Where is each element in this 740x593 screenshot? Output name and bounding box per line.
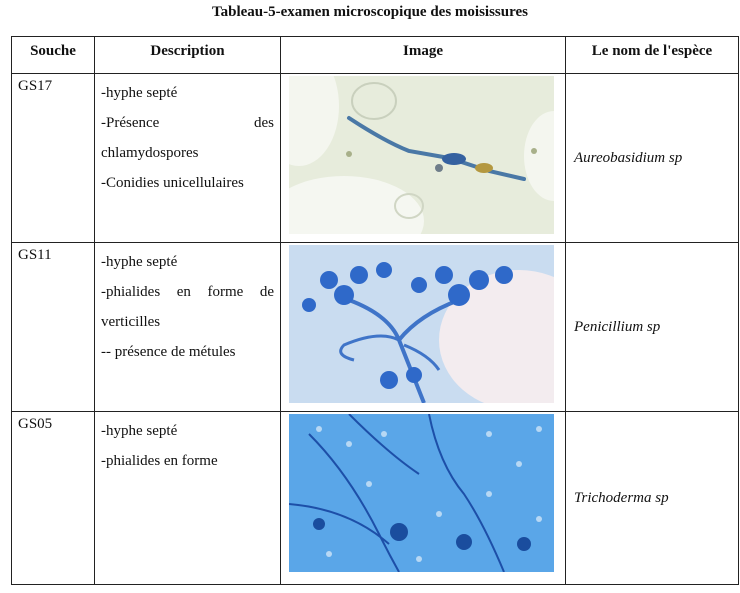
header-souche: Souche [12,37,95,74]
image-cell [281,74,566,243]
description-line: chlamydospores [101,145,199,161]
table-title: Tableau-5-examen microscopique des moisissures [212,4,528,20]
description-line: -Présence des [101,115,274,131]
species-cell: Aureobasidium sp [566,74,739,243]
table-row [12,74,739,243]
description-line: -hyphe septé [101,85,178,101]
micrograph-trichoderma [289,414,554,572]
microscopy-table [11,36,739,585]
description-line: -phialides en forme [101,453,218,469]
description-line: -hyphe septé [101,423,178,439]
header-row [12,37,739,74]
species-cell: Penicillium sp [566,243,739,412]
description-line: -- présence de métules [101,344,236,360]
description-line: verticilles [101,314,161,330]
header-species: Le nom de l'espèce [566,37,739,74]
species-cell: Trichoderma sp [566,412,739,585]
souche-cell: GS17 [12,74,95,243]
description-cell [95,412,281,585]
header-description: Description [95,37,281,74]
table-row [12,412,739,585]
header-image: Image [281,37,566,74]
image-cell [281,243,566,412]
image-cell [281,412,566,585]
description-line: -hyphe septé [101,254,178,270]
micrograph-penicillium [289,245,554,403]
souche-cell: GS05 [12,412,95,585]
micrograph-aureobasidium [289,76,554,234]
table-row [12,243,739,412]
description-line: -Conidies unicellulaires [101,175,244,191]
description-line: -phialides en forme de [101,284,274,300]
description-cell [95,243,281,412]
description-cell [95,74,281,243]
souche-cell: GS11 [12,243,95,412]
